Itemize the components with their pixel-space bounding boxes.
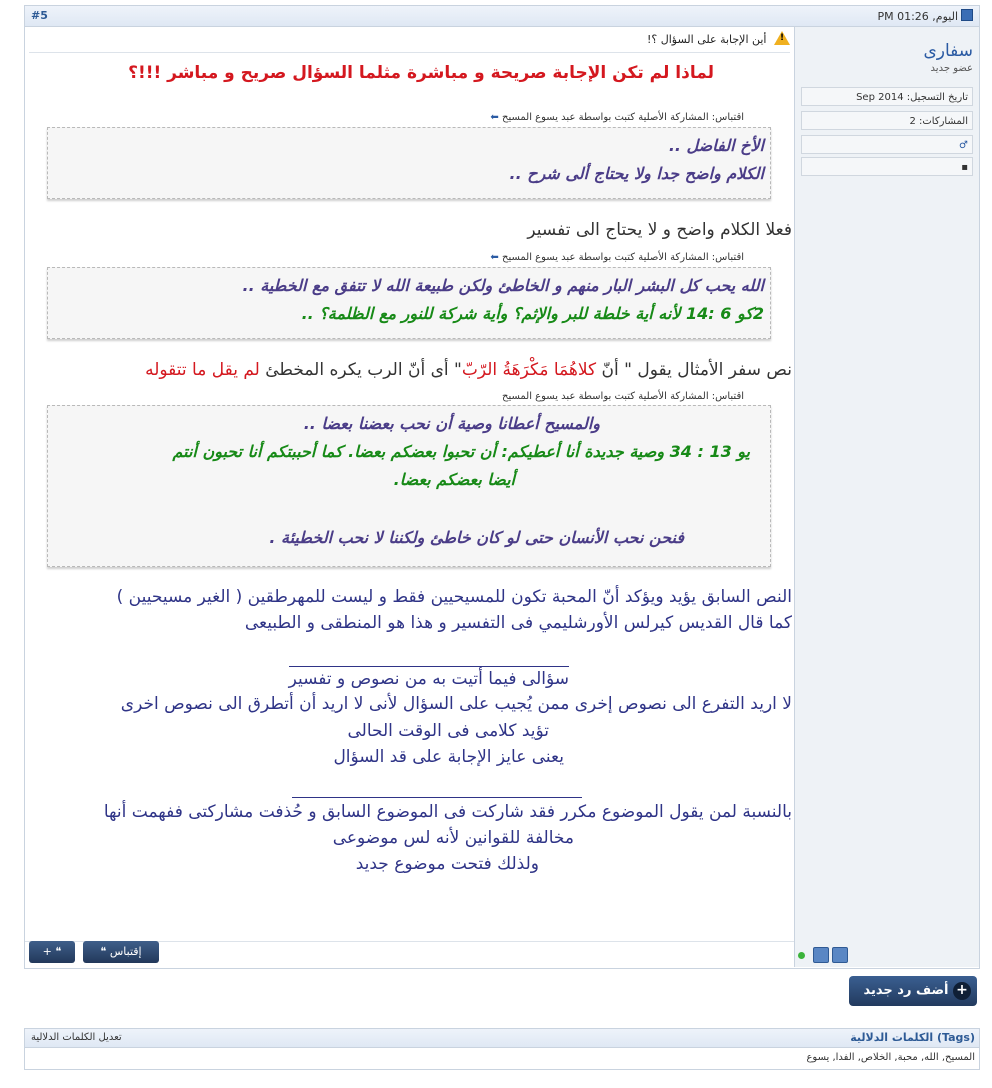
username[interactable]: سفارى	[923, 41, 973, 61]
post-number[interactable]: #5	[31, 9, 48, 22]
user-sidebar	[795, 27, 979, 967]
gender-male-icon: ♂	[801, 135, 973, 154]
add-reply-label: أضف رد جديد	[863, 983, 949, 998]
separator-line	[292, 797, 582, 798]
paragraph-text: نص سفر الأمثال يقول " أنّ	[596, 360, 792, 380]
post-headline: لماذا لم تكن الإجابة صريحة و مباشرة مثلما السؤال صريح و مباشر !!!؟	[128, 63, 714, 83]
quote-box	[47, 405, 771, 567]
post-paragraph: ولذلك فتحت موضوع جديد	[355, 854, 539, 874]
user-post-count: المشاركات: 2	[801, 111, 973, 130]
quote-line: الكلام واضح جدا ولا يحتاج ألى شرح ..	[509, 164, 764, 183]
post-content	[25, 27, 795, 967]
tags-header	[25, 1029, 979, 1048]
tags-panel	[24, 1028, 980, 1070]
quote-label-text: اقتباس: المشاركة الأصلية كتبت بواسطة عبد يسوع المسيح	[501, 252, 744, 263]
quote-label-text: اقتباس: المشاركة الأصلية كتبت بواسطة عبد يسوع المسيح	[501, 112, 744, 123]
post-paragraph: يعنى عايز الإجابة على قد السؤال	[333, 747, 564, 767]
post-paragraph: تؤيد كلامى فى الوقت الحالى	[347, 721, 549, 741]
user-join-date: تاريخ التسجيل: Sep 2014	[801, 87, 973, 106]
quote-label-text: اقتباس: المشاركة الأصلية كتبت بواسطة عبد يسوع المسيح	[501, 391, 744, 402]
highlighted-text: كلاهُمَا مَكْرَهَةُ الرّبّ	[461, 360, 597, 380]
post-paragraph: سؤالى فيما أتيت به من نصوص و تفسير	[289, 666, 569, 689]
quote-line: أيضا بعضكم بعضا.	[393, 470, 515, 489]
quote-line: فنحن نحب الأنسان حتى لو كان خاطئ ولكننا لا نحب الخطيئة .	[269, 528, 684, 547]
post-paragraph: فعلا الكلام واضح و لا يحتاج الى تفسير	[527, 220, 792, 240]
title-divider	[29, 52, 790, 53]
post-paragraph: النص السابق يؤيد ويؤكد أنّ المحبة تكون للمسيحيين فقط و ليست للمهرطقين ( الغير مسيحيين )	[116, 587, 792, 607]
add-reply-button[interactable]	[849, 976, 977, 1006]
view-post-arrow-icon[interactable]: ⬅	[490, 252, 499, 263]
warning-icon: !	[774, 31, 790, 45]
quote-label	[490, 112, 744, 123]
post-paragraph: لا اريد التفرع الى نصوص إخرى ممن يُجيب على السؤال لأنى لا اريد أن أتطرق الى نصوص اخرى	[120, 694, 792, 714]
paragraph-text: " أى أنّ الرب يكره المخطئ	[259, 360, 462, 380]
post-paragraph	[145, 360, 792, 380]
post-paragraph: بالنسبة لمن يقول الموضوع مكرر فقد شاركت فى الموضوع السابق و حُذفت مشاركتى ففهمت أنها	[103, 802, 792, 822]
thanks-icon[interactable]	[813, 947, 829, 963]
post-header	[25, 6, 979, 27]
user-title: عضو جديد	[930, 63, 973, 74]
quote-button-label: إقتباس	[109, 945, 142, 958]
user-info-icon: ▪	[801, 157, 973, 176]
quote-label	[502, 391, 744, 402]
multi-quote-button[interactable]: ❝ +	[29, 941, 75, 963]
post-paragraph: مخالفة للقوانين لأنه لس موضوعى	[332, 828, 574, 848]
post-title	[647, 31, 790, 46]
post-date-text: اليوم, 01:26 PM	[877, 10, 958, 23]
quote-line: يو 13 : 34 وصية جديدة أنا أعطيكم: أن تحبوا بعضكم بعضا. كما أحببتكم أنا تحبون أنتم	[172, 442, 750, 461]
tags-title: الكلمات الدلالية (Tags)	[850, 1031, 975, 1044]
post-title-text: أين الإجابة على السؤال ؟!	[647, 33, 767, 46]
post-date	[877, 9, 973, 23]
highlighted-text: لم يقل ما تتقوله	[145, 360, 260, 380]
quote-line: والمسيح أعطانا وصية أن نحب بعضنا بعضا ..	[303, 414, 600, 433]
online-status-icon	[798, 952, 805, 959]
quote-box	[47, 127, 771, 199]
edit-tags-link[interactable]: تعديل الكلمات الدلالية	[31, 1032, 122, 1043]
tags-list[interactable]: المسيح, الله, محبة, الخلاص, الفدا, يسوع	[806, 1052, 975, 1063]
quote-line: الأخ الفاضل ..	[668, 136, 764, 155]
post-container	[24, 5, 980, 969]
quote-button[interactable]: إقتباس ❝	[83, 941, 159, 963]
plus-icon: +	[953, 982, 971, 1000]
quote-label	[490, 252, 744, 263]
quote-box	[47, 267, 771, 339]
quote-line: الله يحب كل البشر البار منهم و الخاطئ ولكن طبيعة الله لا تتفق مع الخطية ..	[242, 276, 764, 295]
quote-line: 2كو 6 :14 لأنه أية خلطة للبر والإثم؟ وأية شركة للنور مع الظلمة؟ ..	[301, 304, 764, 323]
report-icon[interactable]	[832, 947, 848, 963]
calendar-icon	[961, 9, 973, 21]
view-post-arrow-icon[interactable]: ⬅	[490, 112, 499, 123]
post-paragraph: كما قال القديس كيرلس الأورشليمي فى التفسير و هذا هو المنطقى و الطبيعى	[244, 613, 792, 633]
